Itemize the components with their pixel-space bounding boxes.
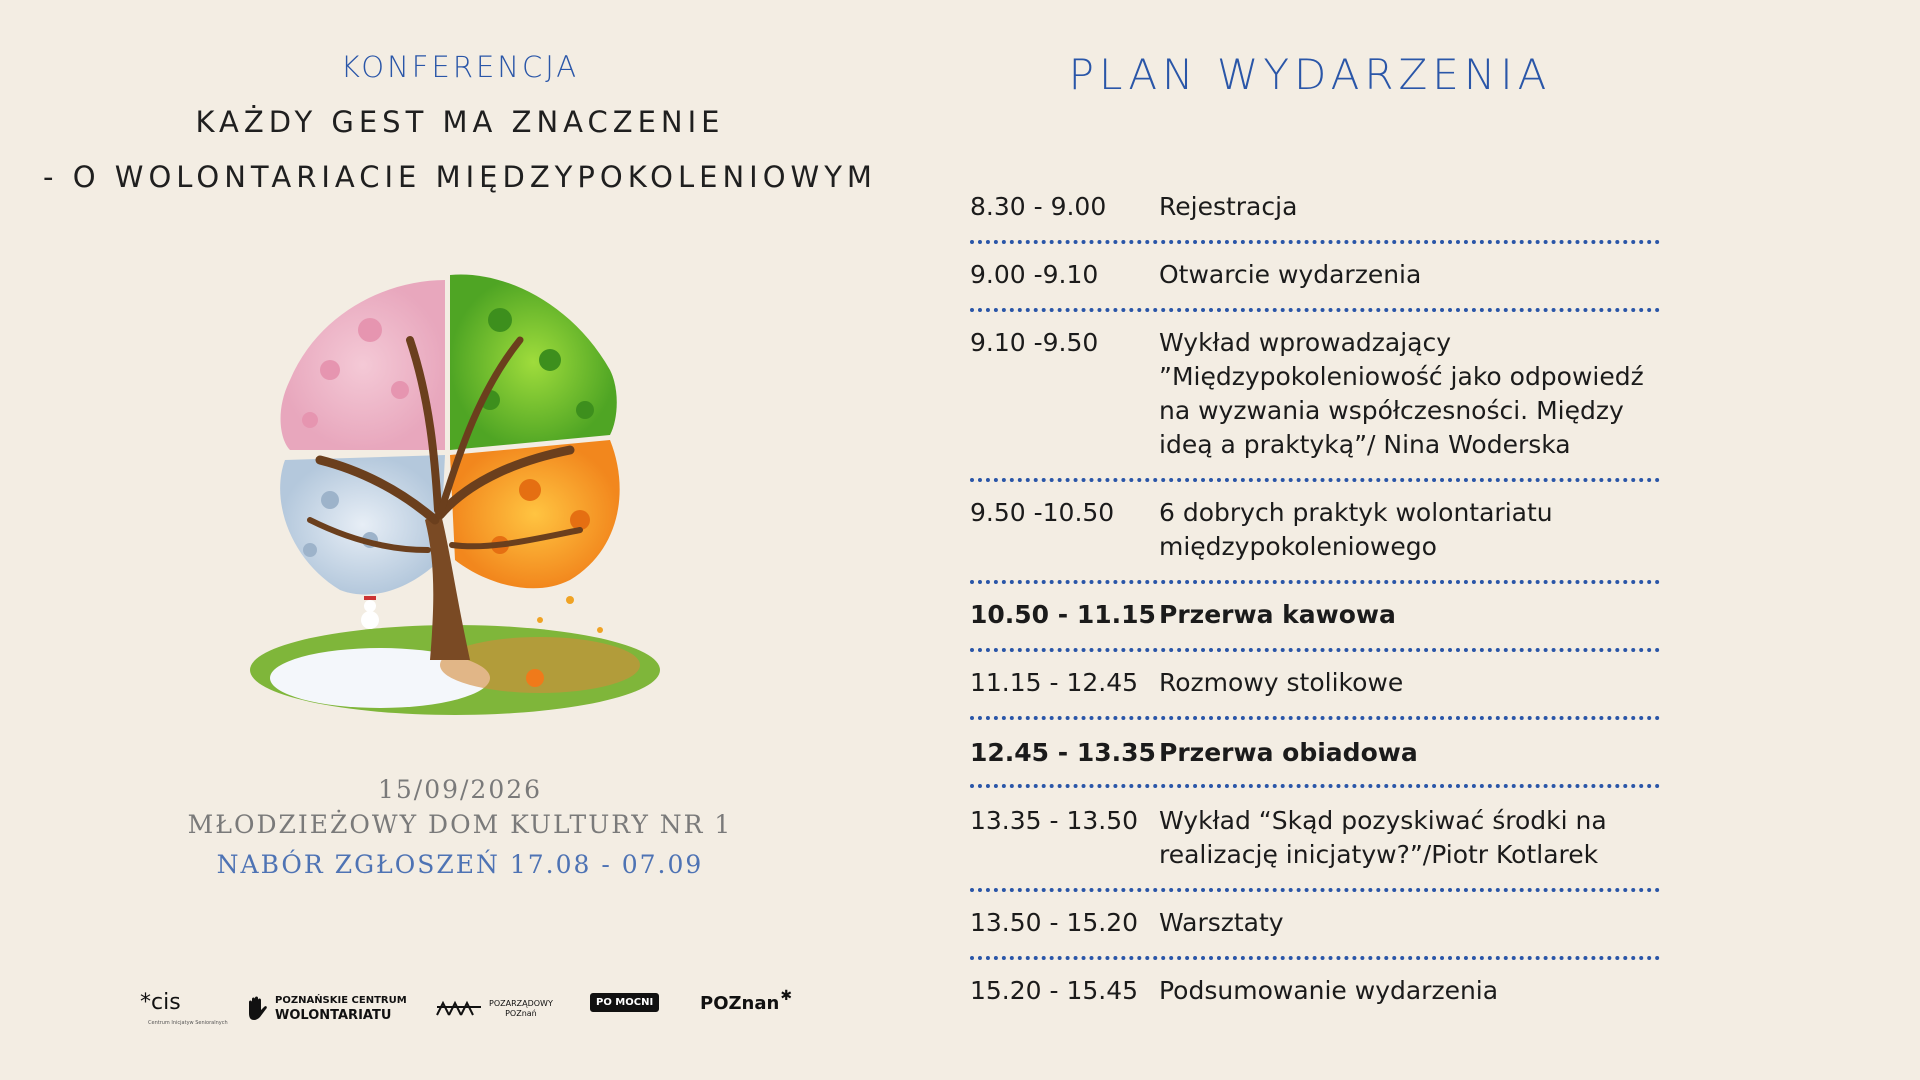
logo-cis-text: *cis <box>140 990 181 1015</box>
schedule-description: Przerwa obiadowa <box>1159 738 1418 767</box>
logo-po-mocni <box>590 993 659 1012</box>
schedule-time: 12.45 - 13.35 <box>970 738 1156 767</box>
four-seasons-tree-illustration <box>240 260 670 730</box>
schedule-time: 9.50 -10.50 <box>970 498 1115 527</box>
schedule-description: 6 dobrych praktyk wolontariatu międzypokoleniowego <box>1159 498 1553 561</box>
pcw-line-2: WOLONTARIATU <box>275 1008 392 1023</box>
logo-cis-subtext: Centrum Inicjatyw Senioralnych <box>148 1020 228 1026</box>
pcw-line-1: POZNAŃSKIE CENTRUM <box>275 995 407 1006</box>
hand-icon <box>245 995 269 1021</box>
pozarzadowy-subtext: POZnań <box>505 1009 537 1018</box>
dotted-separator <box>970 956 1660 960</box>
schedule-time: 11.15 - 12.45 <box>970 668 1139 697</box>
schedule-description: Rejestracja <box>1159 192 1298 221</box>
schedule-description: Rozmowy stolikowe <box>1159 668 1404 697</box>
schedule-description: Podsumowanie wydarzenia <box>1159 976 1499 1005</box>
title-line-2: - O WOLONTARIACIE MIĘDZYPOKOLENIOWYM <box>43 160 877 194</box>
pomocni-text: PO MOCNI <box>590 993 659 1012</box>
pozarzadowy-text: POZARZĄDOWY <box>489 999 553 1008</box>
right-panel <box>940 0 1920 1080</box>
asterisk-icon: ✱ <box>780 987 793 1004</box>
schedule-description: Przerwa kawowa <box>1159 600 1396 629</box>
partner-logos <box>140 985 800 1035</box>
people-icon <box>435 995 485 1023</box>
dotted-separator <box>970 478 1660 482</box>
schedule-time: 13.35 - 13.50 <box>970 806 1139 835</box>
schedule-time: 15.20 - 15.45 <box>970 976 1139 1005</box>
poznan-text: POZnan <box>700 993 780 1014</box>
plan-title: PLAN WYDARZENIA <box>1068 50 1552 99</box>
dotted-separator <box>970 716 1660 720</box>
schedule-time: 9.00 -9.10 <box>970 260 1099 289</box>
schedule-description: Otwarcie wydarzenia <box>1159 260 1422 289</box>
schedule-description: Wykład wprowadzający ”Międzypokoleniowość jako odpowiedź na wyzwania współczesności. Między ideą a praktyką”/ Nina Woderska <box>1159 328 1644 459</box>
event-date: 15/09/2026 <box>377 775 543 804</box>
dotted-separator <box>970 648 1660 652</box>
schedule-description: Wykład “Skąd pozyskiwać środki na realizację inicjatyw?”/Piotr Kotlarek <box>1159 806 1607 869</box>
conference-label: KONFERENCJA <box>340 50 580 84</box>
event-venue: MŁODZIEŻOWY DOM KULTURY NR 1 <box>187 810 733 839</box>
left-panel <box>0 0 920 1080</box>
logo-pozarzadowy <box>435 995 553 1023</box>
dotted-separator <box>970 888 1660 892</box>
schedule-description: Warsztaty <box>1159 908 1284 937</box>
logo-cis <box>140 990 228 1026</box>
dotted-separator <box>970 308 1660 312</box>
dotted-separator <box>970 580 1660 584</box>
logo-poznan <box>700 987 793 1014</box>
schedule-time: 8.30 - 9.00 <box>970 192 1107 221</box>
dotted-separator <box>970 240 1660 244</box>
schedule-time: 10.50 - 11.15 <box>970 600 1156 629</box>
schedule-time: 13.50 - 15.20 <box>970 908 1139 937</box>
recruitment-period: NABÓR ZGŁOSZEŃ 17.08 - 07.09 <box>216 850 704 879</box>
dotted-separator <box>970 784 1660 788</box>
title-line-1: KAŻDY GEST MA ZNACZENIE <box>195 105 725 139</box>
logo-poznanskie-centrum-wolontariatu <box>245 993 407 1023</box>
schedule-time: 9.10 -9.50 <box>970 328 1099 357</box>
